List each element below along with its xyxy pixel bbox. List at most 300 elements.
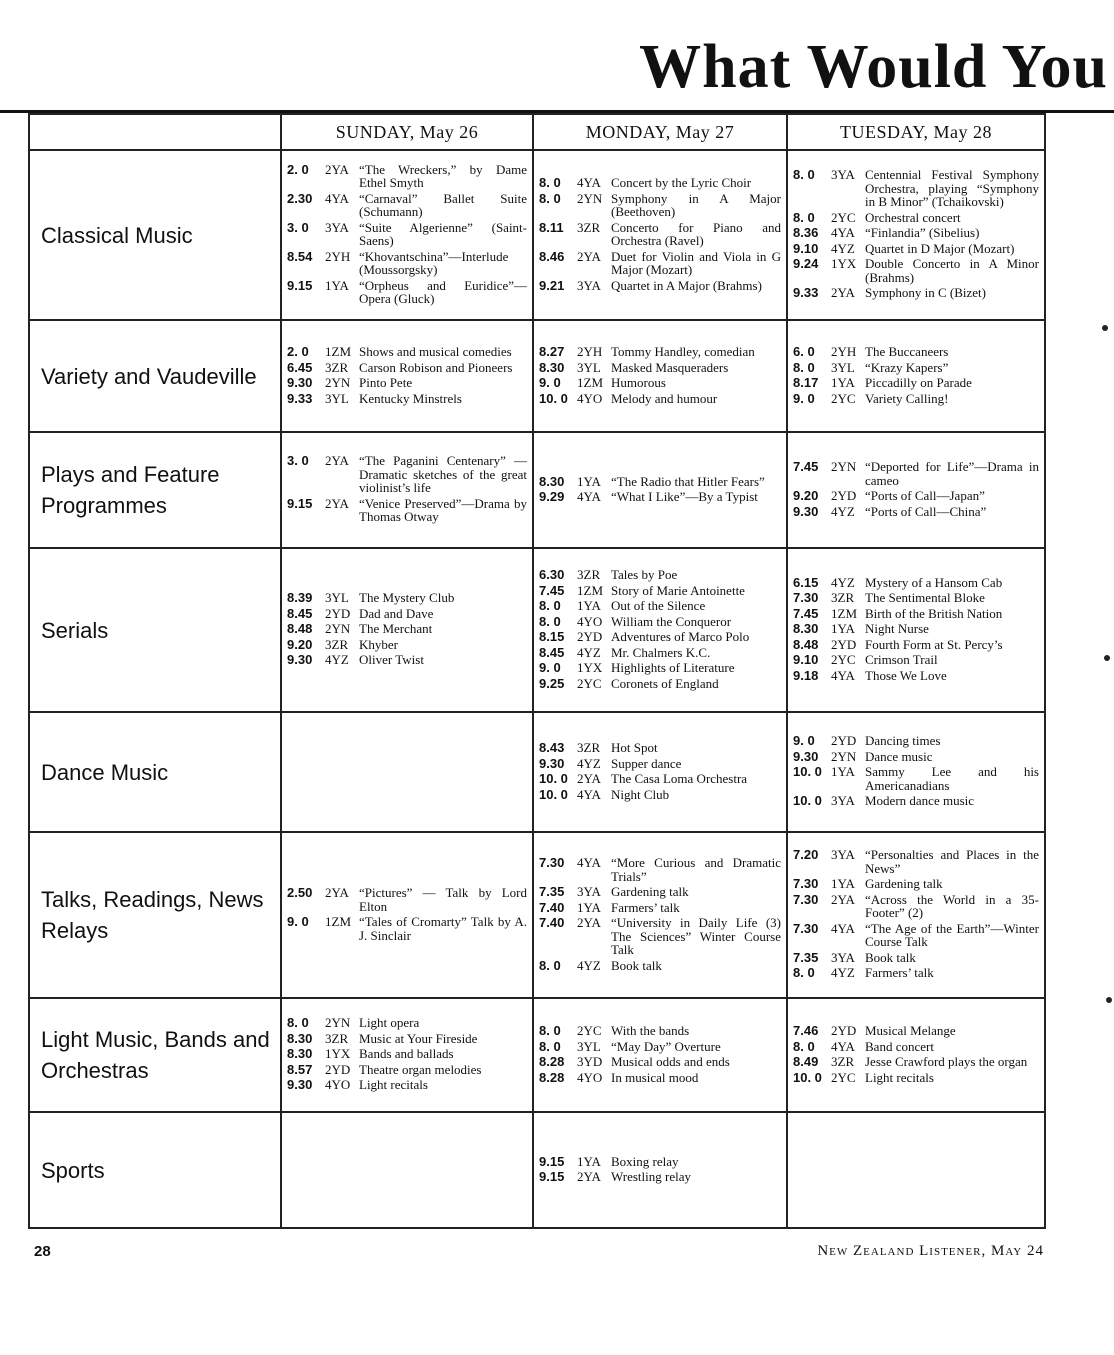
- entry-description: “Carnaval” Ballet Suite (Schumann): [359, 190, 527, 219]
- entry-station: 2YN: [325, 1015, 351, 1031]
- entry-time: 8.43: [539, 740, 565, 755]
- category-row: [29, 1112, 1045, 1228]
- entry-description: The Merchant: [359, 621, 433, 637]
- entry-time: 2. 0: [287, 344, 309, 359]
- programme-entry: [539, 376, 781, 390]
- entry-station: 3ZR: [325, 1030, 349, 1046]
- day-cell-sunday: [281, 432, 533, 548]
- entry-time: 10. 0: [793, 793, 822, 809]
- entry-description: Orchestral concert: [865, 209, 961, 225]
- programme-entry: [793, 576, 1039, 590]
- entry-description: Modern dance music: [865, 793, 975, 809]
- entry-description: Those We Love: [865, 667, 947, 683]
- entry-station: 4YO: [577, 613, 603, 629]
- entry-time: 8.28: [539, 1069, 565, 1085]
- entry-station: 3ZR: [577, 219, 601, 235]
- programme-entry: [539, 599, 781, 613]
- programme-entry: [793, 591, 1039, 605]
- programme-entry: [539, 490, 781, 504]
- programme-entry: [287, 653, 527, 667]
- programme-entry: [539, 646, 781, 660]
- entry-station: 1YA: [831, 375, 855, 390]
- entry-station: 2YH: [325, 248, 351, 264]
- entry-time: 8. 0: [539, 598, 561, 613]
- entry-description: Pinto Pete: [359, 375, 413, 390]
- programme-entry: [793, 622, 1039, 636]
- entry-time: 9.15: [287, 277, 313, 293]
- entry-description: Book talk: [611, 957, 662, 973]
- entry-description: Dancing times: [865, 733, 941, 749]
- entry-station: 2YN: [831, 459, 857, 474]
- entry-description: Tommy Handley, comedian: [611, 344, 755, 359]
- entry-description: Adventures of Marco Polo: [611, 629, 750, 644]
- entry-time: 8. 0: [539, 1038, 561, 1054]
- programme-entry: [539, 741, 781, 755]
- programme-entry: [287, 638, 527, 652]
- programme-entry: [539, 615, 781, 629]
- entry-station: 4YA: [577, 175, 601, 190]
- programme-entry: [539, 885, 781, 899]
- programme-entry: [793, 226, 1039, 240]
- day-cell-monday: [533, 832, 787, 998]
- entry-description: Light recitals: [359, 1077, 428, 1093]
- entry-station: 1ZM: [577, 375, 603, 390]
- category-label: Light Music, Bands and Orchestras: [29, 998, 281, 1112]
- entry-time: 7.45: [793, 605, 819, 621]
- programme-entry: [287, 454, 527, 495]
- entry-description: The Mystery Club: [359, 590, 455, 606]
- margin-mark: [1106, 997, 1112, 1003]
- programme-entry: [793, 966, 1039, 980]
- header-row: [29, 114, 1045, 150]
- entry-station: 1YX: [577, 660, 603, 675]
- entry-description: Symphony in C (Bizet): [865, 285, 986, 301]
- entry-description: Light opera: [359, 1015, 420, 1031]
- programme-entry: [539, 221, 781, 248]
- programme-entry: [793, 607, 1039, 621]
- category-label: Dance Music: [29, 712, 281, 832]
- entry-time: 8.30: [539, 473, 565, 489]
- day-cell-monday: [533, 432, 787, 548]
- entry-time: 9. 0: [287, 914, 309, 929]
- entry-station: 2YC: [577, 1023, 602, 1038]
- entry-time: 9.30: [287, 375, 313, 390]
- header-blank: [29, 114, 281, 150]
- entry-time: 8.49: [793, 1054, 819, 1069]
- programme-entry: [287, 1078, 527, 1092]
- entry-time: 6.15: [793, 574, 819, 590]
- programme-entry: [793, 286, 1039, 300]
- entry-description: Gardening talk: [865, 876, 943, 892]
- header-monday: MONDAY, May 27: [533, 114, 787, 150]
- programme-entry: [793, 750, 1039, 764]
- entry-station: 1YA: [577, 899, 601, 915]
- entry-station: 4YZ: [325, 652, 349, 668]
- programme-entry: [287, 221, 527, 248]
- programme-entry: [793, 734, 1039, 748]
- entry-time: 2.30: [287, 190, 313, 206]
- entry-station: 4YZ: [831, 965, 855, 981]
- programme-entry: [539, 788, 781, 802]
- entry-time: 8. 0: [539, 190, 561, 206]
- entry-time: 9.15: [287, 495, 313, 511]
- programme-entry: [539, 1170, 781, 1184]
- entry-description: Khyber: [359, 636, 398, 652]
- programme-entry: [539, 361, 781, 375]
- programme-entry: [539, 1055, 781, 1069]
- day-cell-tuesday: [787, 548, 1045, 712]
- entry-station: 1ZM: [831, 605, 857, 621]
- entry-station: 4YZ: [577, 644, 601, 660]
- day-cell-sunday: [281, 998, 533, 1112]
- entry-description: “Ports of Call—Japan”: [865, 488, 985, 503]
- entry-station: 3ZR: [325, 636, 349, 652]
- entry-time: 8.57: [287, 1061, 313, 1077]
- entry-description: Crimson Trail: [865, 652, 938, 668]
- entry-description: Masked Masqueraders: [611, 359, 729, 375]
- entry-description: Jesse Crawford plays the organ: [865, 1054, 1028, 1069]
- entry-station: 4YA: [325, 190, 349, 206]
- entry-station: 2YA: [831, 285, 855, 301]
- programme-entry: [539, 1040, 781, 1054]
- entry-time: 7.35: [539, 884, 565, 899]
- entry-description: “Ports of Call—China”: [865, 503, 987, 519]
- entry-description: Story of Marie Antoinette: [611, 582, 745, 598]
- entry-station: 2YD: [577, 629, 603, 644]
- category-label: Plays and Feature Programmes: [29, 432, 281, 548]
- entry-station: 4YA: [577, 855, 601, 870]
- day-cell-monday: [533, 150, 787, 320]
- entry-time: 8.46: [539, 248, 565, 264]
- programme-entry: [539, 1024, 781, 1038]
- entry-description: Symphony in A Major (Beethoven): [611, 190, 781, 219]
- programme-entry: [793, 168, 1039, 209]
- programme-entry: [539, 345, 781, 359]
- entry-station: 2YA: [325, 885, 349, 900]
- category-row: [29, 432, 1045, 548]
- entry-description: Dance music: [865, 748, 933, 764]
- entry-description: Boxing relay: [611, 1153, 679, 1169]
- programme-entry: [287, 163, 527, 190]
- entry-description: Book talk: [865, 949, 916, 965]
- entry-time: 9.30: [793, 503, 819, 519]
- entry-description: Carson Robison and Pioneers: [359, 359, 513, 375]
- programme-entry: [793, 345, 1039, 359]
- entry-description: Birth of the British Nation: [865, 605, 1003, 621]
- entry-description: Light recitals: [865, 1069, 934, 1085]
- entry-description: Bands and ballads: [359, 1046, 454, 1062]
- entry-description: Hot Spot: [611, 740, 658, 755]
- entry-description: William the Conqueror: [611, 613, 732, 629]
- programme-grid: [28, 113, 1046, 1229]
- entry-station: 4YA: [577, 489, 601, 504]
- entry-time: 10. 0: [539, 771, 568, 786]
- entry-description: “Pictures” — Talk by Lord Elton: [359, 885, 527, 914]
- entry-time: 7.35: [793, 949, 819, 965]
- programme-entry: [793, 1024, 1039, 1038]
- programme-entry: [287, 607, 527, 621]
- entry-description: Quartet in A Major (Brahms): [611, 277, 762, 293]
- entry-station: 1YA: [831, 876, 855, 892]
- entry-station: 3YL: [577, 1038, 601, 1054]
- programme-entry: [287, 376, 527, 390]
- entry-time: 2.50: [287, 885, 313, 900]
- programme-entry: [793, 257, 1039, 284]
- entry-description: “Personalties and Places in the News”: [865, 847, 1039, 876]
- programme-entry: [539, 677, 781, 691]
- entry-description: “Orpheus and Euridice”—Opera (Gluck): [359, 277, 527, 306]
- day-cell-sunday: [281, 832, 533, 998]
- entry-description: Musical odds and ends: [611, 1054, 730, 1069]
- entry-station: 1YA: [577, 598, 601, 613]
- programme-entry: [539, 279, 781, 293]
- entry-description: “The Wreckers,” by Dame Ethel Smyth: [359, 161, 527, 190]
- entry-time: 10. 0: [539, 786, 568, 802]
- entry-station: 2YA: [325, 161, 349, 177]
- programme-entry: [287, 279, 527, 306]
- entry-station: 4YO: [577, 1069, 603, 1085]
- programme-entry: [793, 893, 1039, 920]
- category-row: [29, 548, 1045, 712]
- entry-description: Quartet in D Major (Mozart): [865, 240, 1015, 256]
- entry-description: Kentucky Minstrels: [359, 390, 462, 406]
- programme-entry: [539, 1155, 781, 1169]
- entry-time: 9.29: [539, 489, 565, 504]
- programme-entry: [287, 1016, 527, 1030]
- programme-entry: [287, 622, 527, 636]
- entry-station: 2YC: [831, 209, 856, 225]
- entry-time: 8.45: [287, 605, 313, 621]
- entry-time: 8. 0: [793, 359, 815, 375]
- programme-entry: [539, 959, 781, 973]
- entry-station: 3ZR: [831, 1054, 855, 1069]
- entry-description: “Deported for Life”—Drama in cameo: [865, 459, 1039, 488]
- entry-time: 9.10: [793, 240, 819, 256]
- entry-station: 2YD: [831, 636, 857, 652]
- entry-time: 10. 0: [793, 764, 822, 780]
- entry-description: “May Day” Overture: [611, 1038, 721, 1054]
- category-label: Classical Music: [29, 150, 281, 320]
- entry-station: 4YA: [831, 667, 855, 683]
- entry-time: 3. 0: [287, 453, 309, 469]
- entry-description: Mystery of a Hansom Cab: [865, 574, 1003, 590]
- entry-time: 10. 0: [793, 1069, 822, 1085]
- entry-time: 8.28: [539, 1054, 565, 1069]
- entry-station: 2YD: [325, 1061, 351, 1077]
- programme-entry: [793, 489, 1039, 503]
- programme-entry: [793, 1071, 1039, 1085]
- entry-time: 8.39: [287, 590, 313, 606]
- entry-time: 7.30: [793, 590, 819, 606]
- entry-time: 8. 0: [287, 1015, 309, 1031]
- entry-station: 4YO: [325, 1077, 351, 1093]
- category-label: Serials: [29, 548, 281, 712]
- entry-station: 2YN: [325, 375, 351, 390]
- day-cell-tuesday: [787, 832, 1045, 998]
- programme-entry: [287, 915, 527, 942]
- day-cell-tuesday: [787, 150, 1045, 320]
- entry-station: 1YA: [325, 277, 349, 293]
- programme-entry: [793, 638, 1039, 652]
- entry-station: 2YA: [325, 453, 349, 469]
- entry-description: Out of the Silence: [611, 598, 706, 613]
- entry-description: “Suite Algerienne” (Saint-Saens): [359, 219, 527, 248]
- entry-description: Night Nurse: [865, 621, 929, 637]
- entry-time: 9.21: [539, 277, 565, 293]
- entry-time: 3. 0: [287, 219, 309, 235]
- programme-entry: [539, 176, 781, 190]
- day-cell-monday: [533, 998, 787, 1112]
- programme-entry: [793, 765, 1039, 792]
- entry-description: “Tales of Cromarty” Talk by A. J. Sinclair: [359, 914, 527, 943]
- entry-description: Concerto for Piano and Orchestra (Ravel): [611, 219, 781, 248]
- entry-description: Melody and humour: [611, 390, 718, 406]
- entry-station: 3YA: [831, 847, 855, 863]
- programme-entry: [539, 630, 781, 644]
- entry-description: “Across the World in a 35-Footer” (2): [865, 891, 1039, 921]
- entry-station: 3ZR: [577, 567, 601, 582]
- programme-entry: [793, 794, 1039, 808]
- entry-description: Sammy Lee and his Americanadians: [865, 764, 1039, 793]
- entry-time: 8.30: [793, 621, 819, 637]
- entry-time: 8. 0: [539, 1023, 561, 1038]
- entry-time: 8.30: [539, 359, 565, 375]
- entry-station: 1ZM: [577, 582, 603, 598]
- entry-description: Piccadilly on Parade: [865, 375, 972, 390]
- entry-station: 1YA: [831, 621, 855, 637]
- entry-description: Mr. Chalmers K.C.: [611, 644, 711, 660]
- entry-station: 1YX: [831, 256, 857, 272]
- entry-time: 8.54: [287, 248, 313, 264]
- entry-time: 9.25: [539, 675, 565, 691]
- entry-time: 6.45: [287, 359, 313, 375]
- margin-mark: [1102, 325, 1108, 331]
- entry-station: 3YA: [325, 219, 349, 235]
- category-row: [29, 998, 1045, 1112]
- programme-entry: [287, 886, 527, 913]
- category-row: [29, 150, 1045, 320]
- day-cell-monday: [533, 1112, 787, 1228]
- entry-station: 3YA: [831, 167, 855, 183]
- entry-description: “The Age of the Earth”—Winter Course Talk: [865, 920, 1039, 950]
- entry-station: 2YA: [577, 915, 601, 930]
- entry-station: 2YD: [831, 1023, 857, 1038]
- entry-time: 8.11: [539, 219, 564, 235]
- entry-station: 2YD: [831, 488, 857, 503]
- day-cell-sunday: [281, 150, 533, 320]
- entry-station: 1YA: [831, 764, 855, 780]
- entry-time: 9.20: [793, 488, 819, 503]
- programme-entry: [539, 568, 781, 582]
- programme-entry: [539, 916, 781, 957]
- entry-station: 2YA: [325, 495, 349, 511]
- entry-station: 4YZ: [831, 503, 855, 519]
- entry-station: 2YN: [325, 621, 351, 637]
- entry-description: “Finlandia” (Sibelius): [865, 225, 980, 241]
- entry-time: 7.30: [793, 876, 819, 892]
- entry-description: Musical Melange: [865, 1023, 956, 1038]
- programme-entry: [287, 192, 527, 219]
- entry-station: 2YD: [831, 733, 857, 749]
- entry-time: 7.20: [793, 847, 819, 863]
- entry-description: “Krazy Kapers”: [865, 359, 949, 375]
- programme-entry: [539, 856, 781, 883]
- entry-station: 2YN: [831, 748, 857, 764]
- entry-time: 9.18: [793, 667, 819, 683]
- programme-entry: [793, 848, 1039, 875]
- entry-description: “The Paganini Centenary” — Dramatic sketches of the great violinist’s life: [359, 453, 527, 496]
- entry-station: 3YA: [831, 793, 855, 809]
- entry-description: Supper dance: [611, 755, 682, 771]
- entry-time: 8.36: [793, 225, 819, 241]
- header-sunday: SUNDAY, May 26: [281, 114, 533, 150]
- programme-entry: [539, 392, 781, 406]
- entry-station: 4YZ: [831, 240, 855, 256]
- entry-station: 2YH: [577, 344, 603, 359]
- entry-time: 7.30: [793, 920, 819, 936]
- day-cell-sunday: [281, 712, 533, 832]
- entry-time: 8.27: [539, 344, 565, 359]
- programme-entry: [287, 1047, 527, 1061]
- entry-station: 4YA: [831, 225, 855, 241]
- programme-entry: [793, 505, 1039, 519]
- entry-station: 2YA: [831, 891, 855, 907]
- entry-time: 6.30: [539, 567, 565, 582]
- programme-entry: [539, 757, 781, 771]
- entry-description: In musical mood: [611, 1069, 699, 1085]
- category-row: [29, 832, 1045, 998]
- entry-station: 2YA: [577, 771, 601, 786]
- entry-description: Double Concerto in A Minor (Brahms): [865, 256, 1039, 285]
- entry-description: Coronets of England: [611, 675, 719, 691]
- entry-station: 2YH: [831, 344, 857, 359]
- page-headline: What Would You: [639, 33, 1108, 101]
- programme-entry: [539, 772, 781, 786]
- entry-station: 3YA: [577, 277, 601, 293]
- day-cell-tuesday: [787, 432, 1045, 548]
- programme-entry: [793, 922, 1039, 949]
- entry-time: 8. 0: [539, 957, 561, 973]
- programme-entry: [287, 250, 527, 277]
- entry-station: 1YA: [577, 1153, 601, 1169]
- entry-time: 9.30: [539, 755, 565, 771]
- entry-time: 9.15: [539, 1153, 565, 1169]
- day-cell-tuesday: [787, 320, 1045, 432]
- entry-time: 7.46: [793, 1023, 819, 1038]
- entry-station: 4YA: [577, 786, 601, 802]
- day-cell-monday: [533, 320, 787, 432]
- page-number: 28: [34, 1243, 51, 1260]
- entry-time: 9. 0: [793, 390, 815, 406]
- entry-time: 8.48: [287, 621, 313, 637]
- programme-entry: [793, 211, 1039, 225]
- programme-entry: [287, 497, 527, 524]
- programme-entry: [793, 951, 1039, 965]
- entry-time: 9. 0: [539, 660, 561, 675]
- entry-time: 2. 0: [287, 161, 309, 177]
- entry-time: 9.30: [793, 748, 819, 764]
- programme-entry: [539, 475, 781, 489]
- day-cell-tuesday: [787, 998, 1045, 1112]
- entry-station: 3ZR: [577, 740, 601, 755]
- programme-entry: [287, 1063, 527, 1077]
- entry-station: 2YD: [325, 605, 351, 621]
- entry-station: 4YA: [831, 920, 855, 936]
- entry-station: 3YL: [831, 359, 855, 375]
- entry-time: 7.45: [793, 459, 819, 474]
- entry-station: 4YZ: [577, 957, 601, 973]
- entry-time: 9.10: [793, 652, 819, 668]
